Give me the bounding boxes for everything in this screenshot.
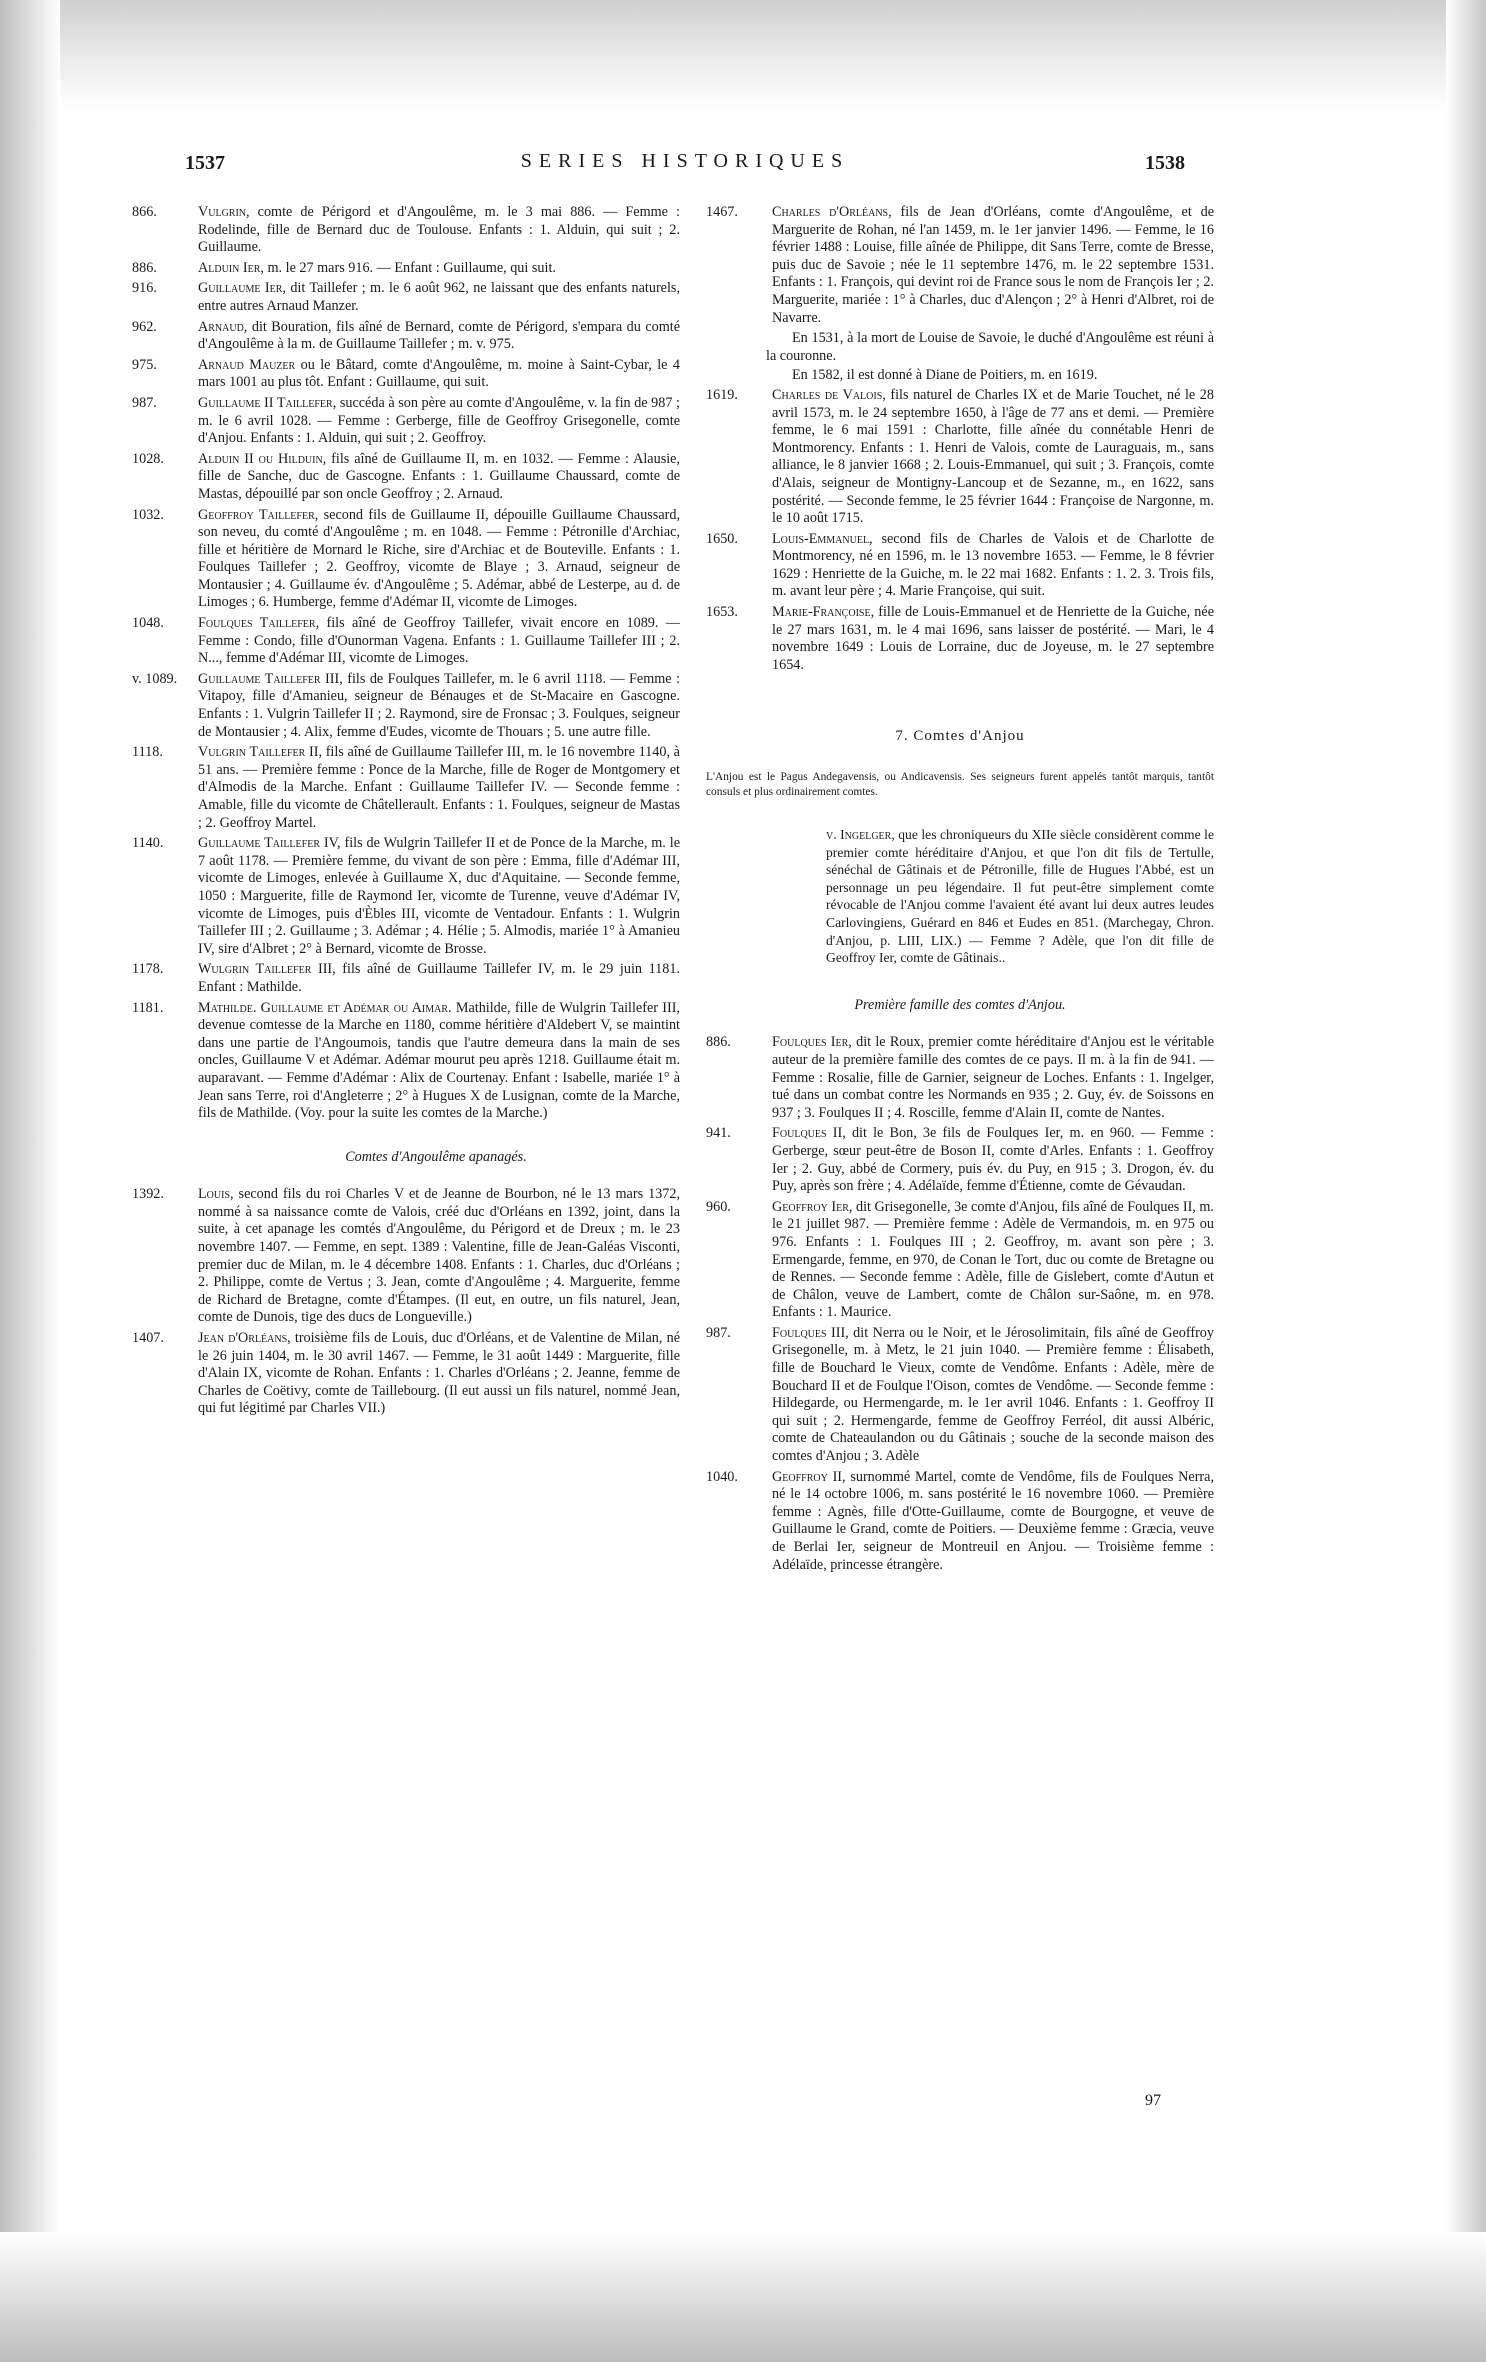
entry-text: fils aîné de Geoffroy Taillefer, vivait encore en 1089. — Femme : Condo, fille d'Ounorman Vagena. Enfants : 1. Guillaume Taillefer III ; 2. N..., femme d'Adémar III, vicomte de Limoges. (198, 615, 680, 667)
entry-date: 1181. (132, 999, 164, 1016)
entry-name: Vulgrin, (198, 204, 250, 220)
right-column-number: 1538 (1145, 152, 1185, 174)
entry-text: m. le 27 mars 916. — Enfant : Guillaume, qui suit. (263, 259, 556, 276)
entry-name: Geoffroy II, (772, 1468, 846, 1485)
entry-name: Wulgrin Taillefer III, (198, 961, 336, 978)
entry-body (198, 204, 680, 257)
entry-date: 1048. (132, 615, 164, 632)
entry-body (198, 280, 680, 315)
ingelger-paragraph (826, 826, 1214, 967)
left-column (132, 204, 680, 1421)
entry-name: Geoffroy Ier, (772, 1198, 853, 1215)
apanage-subheading: Comtes d'Angoulême apanagés. (345, 1148, 527, 1165)
entry-row (132, 1330, 680, 1418)
entry-date: 1650. (706, 530, 738, 547)
entry-row (132, 671, 680, 741)
entry-row (132, 835, 680, 958)
entry-name: Guillaume Taillefer III, (198, 670, 343, 687)
right-column (706, 204, 1214, 1577)
valois-counts-list (706, 387, 1214, 675)
entry-row (706, 604, 1214, 674)
entry-date: 886. (132, 259, 157, 276)
entry-name: Arnaud Mauzer (198, 356, 296, 373)
entry-text: surnommé Martel, comte de Vendôme, fils de Foulques Nerra, né le 14 octobre 1006, m. sans postérité le 16 novembre 1060. — Première femme : Agnès, fille d'Otte-Guillaume, comte de Bourgogne, et veuve de Guillaume le Grand, comte de Poitiers. — Deuxième femme : Græcia, veuve de Berlai Ier, seigneur de Montreuil en Anjou. — Troisième femme : Adélaïde, princesse étrangère. (772, 1468, 1214, 1573)
entry-row (132, 961, 680, 996)
entry-body (198, 671, 680, 741)
entry-text: fils aîné de Guillaume Taillefer III, m. le 16 novembre 1140, à 51 ans. — Première femme : Ponce de la Marche, fille de Roger de Montgomery et d'Almodis de la Marche. Enfant : Guillaume Taillefer IV. — Seconde femme : Amable, fille du vicomte de Châtellerault. Enfants : 1. Foulques, seigneur de Mastas ; 2. Geoffroy Martel. (198, 744, 680, 831)
scan-shadow-right (1446, 0, 1486, 2362)
ingelger-name: v. Ingelger, (826, 827, 895, 843)
paragraph-reunion: En 1531, à la mort de Louise de Savoie, le duché d'Angoulême est réuni à la couronne. (766, 330, 1214, 364)
entry-date: 1178. (132, 961, 164, 978)
entry-row (706, 1469, 1214, 1575)
scan-shadow-left (0, 0, 60, 2362)
entry-date: 1032. (132, 506, 164, 523)
entry-date: 1028. (132, 450, 164, 467)
entry-name: Jean d'Orléans, (198, 1330, 291, 1347)
entry-name: Geoffroy Taillefer, (198, 506, 319, 523)
entry-text: second fils du roi Charles V et de Jeanne de Bourbon, né le 13 mars 1372, nommé à sa naissance comte de Valois, créé duc d'Orléans en 1392, joint, dans la suite, à cet apanage les comtés d'Angoulême, du Périgord et de Dreux ; m. le 23 novembre 1407. — Femme, en sept. 1389 : Valentine, fille de Jean-Galéas Visconti, premier duc de Milan, m. le 4 décembre 1408. Enfants : 1. Charles, duc d'Orléans ; 2. Philippe, comte de Vertus ; 3. Jean, comte d'Angoulême ; 4. Marguerite, femme de Richard de Bretagne, comte d'Étampes. (Il eut, en outre, un fils naturel, Jean, comte de Dunois, tige des ducs de Longueville.) (198, 1186, 680, 1326)
page-footer-number: 97 (1145, 2092, 1161, 2109)
entry-text: fils de Wulgrin Taillefer II et de Ponce de la Marche, m. le 7 août 1178. — Première femme, du vivant de son père : Emma, fille d'Adémar III, vicomte de Limoges, enlevée à Guillaume X, duc d'Aquitaine. — Seconde femme, 1050 : Marguerite, fille de Raymond Ier, vicomte de Turenne, veuve d'Adémar IV, vicomte de Limoges, puis d'Èbles III, vicomte de Ventadour. Enfants : 1. Wulgrin Taillefer III ; 2. Guillaume ; 3. Adémar ; 4. Hélie ; 5. Almodis, mariée 1° à Amanieu IV, sire d'Albret ; 2° à Bernard, vicomte de Brosse. (198, 835, 680, 957)
entry-text: troisième fils de Louis, duc d'Orléans, et de Valentine de Milan, né le 26 juin 1404, m. le 30 avril 1467. — Femme, le 31 août 1449 : Marguerite, fille d'Alain IX, vicomte de Rohan. Enfants : 1. Charles d'Orléans ; 2. Jeanne, femme de Charles de Coëtivy, comte de Taillebourg. (Il eut aussi un fils naturel, nommé Jean, qui fut légitimé par Charles VII.) (198, 1330, 680, 1417)
entry-body (198, 260, 680, 278)
entry-date: 866. (132, 204, 157, 220)
entry-body (772, 1034, 1214, 1122)
entry-name: Guillaume II Taillefer, (198, 394, 337, 411)
entry-body (198, 507, 680, 613)
entry-row (706, 204, 1214, 327)
entry-body (198, 451, 680, 504)
entry-body (772, 1199, 1214, 1322)
entry-row (132, 507, 680, 613)
entry-row (706, 1125, 1214, 1195)
entry-text: dit Taillefer ; m. le 6 août 962, ne laissant que des enfants naturels, entre autres Arnaud Manzer. (198, 280, 680, 314)
entry-body (198, 357, 680, 392)
entry-row (132, 744, 680, 832)
entry-date: v. 1089. (132, 670, 178, 687)
entry-text: ou le Bâtard, comte d'Angoulême, m. moine à Saint-Cybar, le 4 mars 1001 au plus tôt. Enfant : Guillaume, qui suit. (198, 356, 681, 391)
entry-text: Mathilde, fille de Wulgrin Taillefer III, devenue comtesse de la Marche en 1180, comme héritière d'Aldebert V, se maintint dans une partie de l'Angoumois, tandis que l'autre demeura dans la main de ses oncles, Guillaume V et Adémar. Adémar mourut peu après 1218. Guillaume était m. auparavant. — Femme d'Adémar : Alix de Courtenay. Enfant : Isabelle, mariée 1° à Jean sans Terre, roi d'Angleterre ; 2° à Hugues X de Lusignan, comte de la Marche, fils de Mathilde. (Voy. pour la suite les comtes de la Marche.) (198, 999, 680, 1122)
entry-row (132, 1000, 680, 1123)
entry-name: Vulgrin Taillefer II, (198, 744, 323, 761)
entry-name: Foulques II, (772, 1125, 846, 1142)
entry-body (198, 1000, 680, 1123)
entry-date: 1407. (132, 1330, 164, 1347)
entry-row (132, 280, 680, 315)
entry-name: Louis-Emmanuel, (772, 530, 873, 547)
page-header (185, 150, 1185, 182)
entry-body (198, 615, 680, 668)
entry-name: Foulques III, (772, 1324, 849, 1341)
entry-row (132, 1186, 680, 1327)
entry-row (132, 204, 680, 257)
entry-body (772, 531, 1214, 601)
entry-date: 941. (706, 1125, 731, 1142)
entry-name: Marie-Françoise, (772, 604, 875, 621)
entry-date: 1653. (706, 604, 738, 621)
entry-row (706, 531, 1214, 601)
entry-body (198, 319, 680, 354)
section-intro-anjou: L'Anjou est le Pagus Andegavensis, ou Andicavensis. Ses seigneurs furent appelés tantôt marquis, tantôt consuls et plus ordinairement comtes. (706, 771, 1214, 799)
entry-date: 1118. (132, 744, 163, 761)
page-title: SERIES HISTORIQUES (520, 150, 850, 172)
angouleme-counts-continued (706, 204, 1214, 327)
entry-body (772, 1469, 1214, 1575)
apanage-counts-list (132, 1186, 680, 1418)
entry-row (132, 357, 680, 392)
entry-name: Louis, (198, 1186, 234, 1203)
entry-text: second fils de Guillaume II, dépouille Guillaume Chaussard, son neveu, du comté d'Angoulême ; m. en 1048. — Femme : Pétronille d'Archiac, fille et héritière de Mornard le Riche, sire d'Archiac et de Bouteville. Enfants : 1. Foulques Taillefer ; 2. Geoffroy, vicomte de Blaye ; 3. Arnaud, seigneur de Montausier ; 4. Guillaume év. d'Angoulême ; 5. Adémar, abbé de Lesterpe, au d. de Limoges ; 6. Humberge, femme d'Adémar II, vicomte de Limoges. (198, 506, 680, 611)
entry-body (198, 395, 680, 448)
entry-name: Guillaume Taillefer IV, (198, 835, 341, 852)
entry-body (772, 387, 1214, 528)
entry-row (132, 319, 680, 354)
paragraph-diane: En 1582, il est donné à Diane de Poitiers, m. en 1619. (792, 367, 1098, 384)
entry-name: Charles de Valois, (772, 386, 886, 403)
entry-name: Charles d'Orléans, (772, 204, 892, 220)
angouleme-counts-list (132, 204, 680, 1123)
scan-shadow-top (0, 0, 1486, 110)
left-column-number: 1537 (185, 152, 225, 174)
entry-text: dit le Bon, 3e fils de Foulques Ier, m. en 960. — Femme : Gerberge, sœur peut-être de Boson II, comte d'Arles. Enfants : 1. Geoffroy Ier ; 2. Guy, abbé de Cormery, puis év. du Puy, en 915 ; 3. Drogon, év. du Puy, après son frère ; 4. Adélaïde, femme d'Étienne, comte de Gévaudan. (772, 1125, 1214, 1195)
anjou-first-family-subheading: Première famille des comtes d'Anjou. (854, 996, 1066, 1013)
entry-row (132, 615, 680, 668)
entry-date: 1619. (706, 386, 738, 403)
entry-date: 987. (706, 1324, 731, 1341)
entry-date: 1392. (132, 1186, 164, 1203)
entry-text: fille de Louis-Emmanuel et de Henriette de la Guiche, née le 27 mars 1631, m. le 4 mai 1696, sans laisser de postérité. — Mari, le 4 novembre 1649 : Louis de Lorraine, duc de Joyeuse, m. le 27 septembre 1654. (772, 604, 1214, 673)
entry-date: 1040. (706, 1468, 738, 1485)
scan-shadow-bottom (0, 2232, 1486, 2362)
entry-name: Alduin II ou Hilduin, (198, 450, 327, 467)
entry-text: fils aîné de Guillaume Taillefer IV, m. le 29 juin 1181. Enfant : Mathilde. (198, 961, 680, 995)
entry-date: 1140. (132, 835, 164, 852)
entry-name: Mathilde. Guillaume et Adémar ou Aimar. (198, 999, 452, 1016)
entry-row (132, 451, 680, 504)
entry-name: Foulques Ier, (772, 1034, 852, 1051)
entry-body (198, 744, 680, 832)
entry-row (706, 1325, 1214, 1466)
entry-body (198, 835, 680, 958)
entry-text: dit le Roux, premier comte héréditaire d'Anjou est le véritable auteur de la première famille des comtes de ce pays. Il m. à la fin de 941. — Femme : Rosalie, fille de Garnier, seigneur de Loches. Enfants : 1. Ingelger, tué dans un combat contre les Normands en 935 ; 2. Guy, év. de Soissons en 937 ; 3. Foulques II ; 4. Roscille, femme d'Alain II, comte de Nantes. (772, 1034, 1214, 1121)
entry-text: dit Bouration, fils aîné de Bernard, comte de Périgord, s'empara du comté d'Angoulême à la m. de Guillaume Taillefer ; m. v. 975. (198, 318, 680, 353)
entry-name: Foulques Taillefer, (198, 615, 320, 632)
entry-row (706, 1199, 1214, 1322)
entry-row (706, 1034, 1214, 1122)
ingelger-text: que les chroniqueurs du XIIe siècle considèrent comme le premier comte héréditaire d'Anjou, et que l'on dit fils de Tertulle, sénéchal de Gâtinais et de Pétronille, fille de Hugues l'Abbé, est un personnage un peu légendaire. Il fut peut-être simplement comte révocable de l'Anjou comme l'avaient été avant lui deux autres leudes Carlovingiens, Guérard en 846 et Eudes en 851. (Marchegay, Chron. d'Anjou, p. LIII, LIX.) — Femme ? Adèle, que l'on dit fille de Geoffroy Ier, comte de Gâtinais.. (826, 827, 1214, 966)
entry-name: Arnaud, (198, 318, 248, 335)
entry-text: second fils de Charles de Valois et de Charlotte de Montmorency, né en 1596, m. le 13 novembre 1653. — Femme, le 8 février 1629 : Henriette de la Guiche, m. le 22 mai 1682. Enfants : 1. 2. 3. Trois fils, m. avant leur père ; 4. Marie Françoise, qui suit. (772, 530, 1214, 600)
entry-date: 1467. (706, 204, 738, 220)
entry-row (132, 260, 680, 278)
entry-body (198, 961, 680, 996)
entry-text: dit Nerra ou le Noir, et le Jérosolimitain, fils aîné de Geoffroy Grisegonelle, m. à Metz, le 21 juin 1040. — Première femme : Élisabeth, fille de Bouchard le Vieux, comte de Vendôme. Enfants : Adèle, mère de Bouchard II et de Foulque l'Oison, comtes de Vendôme. — Seconde femme : Hildegarde, ou Hermengarde, m. le 1er avril 1046. Enfants : 1. Geoffroy II qui suit ; 2. Hermengarde, femme de Geoffroy Ferréol, dit aussi Albéric, comte de Chateaulandon ou du Gâtinais ; souche de la seconde maison des comtes d'Anjou ; 3. Adèle (772, 1324, 1214, 1465)
entry-text: fils naturel de Charles IX et de Marie Touchet, né le 28 avril 1573, m. le 24 septembre 1650, à l'âge de 77 ans et demi. — Première femme, le 6 mai 1591 : Charlotte, fille aînée du connétable Henri de Montmorency. Enfants : 1. Henri de Valois, comte de Lauraguais, m., sans alliance, le 8 janvier 1668 ; 2. Louis-Emmanuel, qui suit ; 3. François, comte d'Alais, seigneur de Montigny-Lancoup et de Sezanne, m., en 1622, sans postérité. — Seconde femme, le 25 février 1644 : Françoise de Nargonne, m. le 10 août 1715. (772, 386, 1214, 527)
entry-text: fils aîné de Guillaume II, m. en 1032. — Femme : Alausie, fille de Sanche, duc de Gascogne. Enfants : 1. Guillaume Chaussard, comte de Mastas, dépouillé par son oncle Geoffroy ; 2. Arnaud. (198, 450, 680, 502)
section-title-anjou: 7. Comtes d'Anjou (895, 728, 1025, 745)
entry-text: fils de Jean d'Orléans, comte d'Angoulême, et de Marguerite de Rohan, né l'an 1459, m. le 1er janvier 1496. — Femme, le 16 février 1488 : Louise, fille aînée de Philippe, dit Sans Terre, comte de Bresse, puis duc de Savoie ; née le 11 septembre 1476, m. le 22 septembre 1531. Enfants : 1. François, qui devint roi de France sous le nom de François Ier ; 2. Marguerite, mariée : 1° à Charles, duc d'Alençon ; 2° à Henri d'Albret, roi de Navarre. (772, 204, 1214, 326)
entry-date: 975. (132, 356, 157, 373)
entry-name: Alduin Ier, (198, 259, 264, 276)
entry-text: succéda à son père au comte d'Angoulême, v. la fin de 987 ; m. le 6 avril 1028. — Femme : Gerberge, fille de Geoffroy Grisegonelle, comte d'Anjou. Enfants : 1. Alduin, qui suit ; 2. Geoffroy. (198, 394, 680, 447)
entry-body (772, 204, 1214, 327)
entry-date: 962. (132, 318, 157, 335)
entry-body (198, 1186, 680, 1327)
entry-body (198, 1330, 680, 1418)
entry-row (132, 395, 680, 448)
entry-row (706, 387, 1214, 528)
entry-date: 987. (132, 394, 157, 411)
entry-body (772, 604, 1214, 674)
entry-date: 886. (706, 1034, 731, 1051)
entry-text: dit Grisegonelle, 3e comte d'Anjou, fils aîné de Foulques II, m. le 21 juillet 987. — Première femme : Adèle de Vermandois, m. en 975 ou 976. Enfants : 1. Foulques III ; 2. Geoffroy, m. avant son père ; 3. Ermengarde, femme, en 970, de Conan le Tort, duc ou comte de Bretagne ou de Rennes. — Seconde femme : Adèle, fille de Gislebert, comte d'Autun et de Châlon, veuve de Lambert, comte de Châlon sur-Saône, m. en 978. Enfants : 1. Maurice. (772, 1198, 1214, 1321)
entry-name: Guillaume Ier, (198, 280, 286, 297)
entry-text: fils de Foulques Taillefer, m. le 6 avril 1118. — Femme : Vitapoy, fille d'Amanieu, seigneur de Bénauges et de St-Macaire en Gascogne. Enfants : 1. Vulgrin Taillefer II ; 2. Raymond, sire de Fronsac ; 3. Foulques, seigneur de Montausier ; 4. Alix, femme d'Eudes, vicomte de Thouars ; 5. une autre fille. (198, 670, 680, 740)
entry-date: 916. (132, 280, 157, 297)
anjou-counts-list (706, 1034, 1214, 1574)
entry-date: 960. (706, 1198, 731, 1215)
entry-body (772, 1325, 1214, 1466)
entry-text: comte de Périgord et d'Angoulême, m. le 3 mai 886. — Femme : Rodelinde, fille de Bernard duc de Toulouse. Enfants : 1. Alduin, qui suit ; 2. Guillaume. (198, 204, 680, 256)
entry-body (772, 1125, 1214, 1195)
